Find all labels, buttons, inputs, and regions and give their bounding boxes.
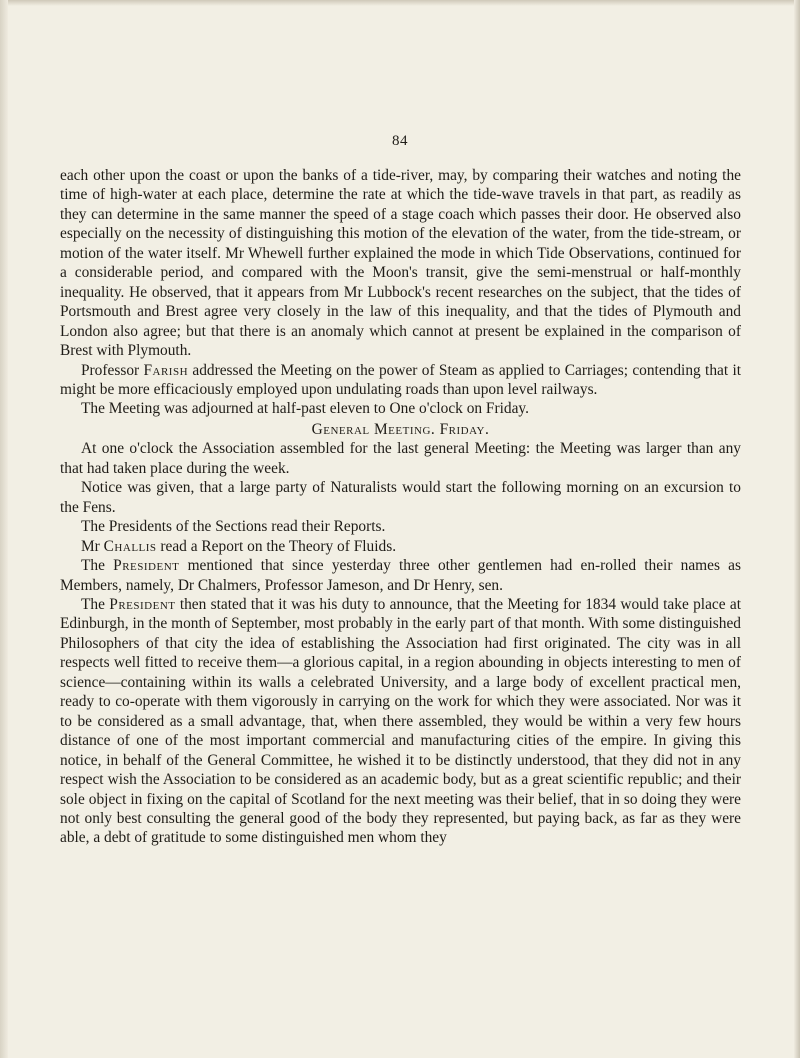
paragraph-text: read a Report on the Theory of Fluids. xyxy=(156,537,397,555)
small-caps-name: Farish xyxy=(143,361,189,379)
small-caps-name: President xyxy=(113,557,180,575)
page-right-edge xyxy=(794,0,800,1058)
body-text xyxy=(60,166,741,848)
paragraph xyxy=(60,595,741,848)
section-heading xyxy=(60,420,741,439)
paragraph-text: addressed the Meeting on the power of Steam as applied to Carriages; contending that it might be more efficaciously employed upon undulating roads than upon level railways. xyxy=(60,361,741,398)
small-caps-name: General Meeting. Friday. xyxy=(311,420,490,438)
page-number: 84 xyxy=(392,133,408,149)
paragraph-text: each other upon the coast or upon the banks of a tide-river, may, by comparing their watches and noting the time of high-water at each place, determine the rate at which the tide-wave travels in that part, as readily as they can determine in the same manner the speed of a stage coach which passes their door. He observed also especially on the necessity of distinguishing this motion of the elevation of the water, from the tide-stream, or motion of the water itself. Mr Whewell further explained the mode in which Tide Observations, continued for a considerable period, and compared with the Moon's transit, give the semi-menstrual or half-monthly inequality. He observed, that it appears from Mr Lubbock's recent researches on the subject, that the tides of Portsmouth and Brest agree very closely in the law of this inequality, and that the tides of Plymouth and London also agree; but that there is an anomaly which cannot at present be explained in the comparison of Brest with Plymouth. xyxy=(60,167,741,360)
page-left-edge xyxy=(0,0,8,1058)
paragraph xyxy=(60,399,741,418)
paragraph xyxy=(60,517,741,536)
paragraph-text: Notice was given, that a large party of Naturalists would start the following morning on an excursion to the Fens. xyxy=(60,479,741,516)
paragraph-text: The Meeting was adjourned at half-past eleven to One o'clock on Friday. xyxy=(81,400,529,418)
paragraph-text: The xyxy=(81,595,110,613)
paragraph-text: Mr xyxy=(81,537,104,555)
paragraph-text: Professor xyxy=(81,361,144,379)
paragraph xyxy=(60,478,741,517)
small-caps-name: President xyxy=(109,595,176,613)
paragraph-text: The Presidents of the Sections read their Reports. xyxy=(81,518,386,536)
paragraph xyxy=(60,361,741,400)
paragraph-text: The xyxy=(81,557,114,575)
paragraph xyxy=(60,439,741,478)
paragraph xyxy=(60,556,741,595)
small-caps-name: Challis xyxy=(103,537,157,555)
page-top-edge xyxy=(0,0,800,6)
paragraph xyxy=(60,166,741,361)
paragraph-text: mentioned that since yesterday three other gentlemen had en-rolled their names as Members, namely, Dr Chalmers, Professor Jameson, and Dr Henry, sen. xyxy=(60,557,741,594)
paragraph-text: then stated that it was his duty to announce, that the Meeting for 1834 would take place at Edinburgh, in the month of September, most probably in the early part of that month. With some distinguished Philosophers of that city the idea of establishing the Association had first originated. The city was in all respects well fitted to receive them—a glorious capital, in a region abounding in objects interesting to men of science—containing within its walls a celebrated University, and a large body of excellent practical men, ready to co-operate with them vigorously in carrying on the work for which they were associated. Nor was it to be considered as a small advantage, that, when there assembled, they would be within a very few hours distance of one of the most important commercial and manufacturing cities of the empire. In giving this notice, in behalf of the General Committee, he wished it to be distinctly understood, that they did not in any respect wish the Association to be considered as an academic body, but as a great scientific republic; and their sole object in fixing on the capital of Scotland for the next meeting was their belief, that in so doing they were not only best consulting the general good of the body they represented, but paying back, as far as they were able, a debt of gratitude to some distinguished men whom they xyxy=(60,595,741,847)
paragraph-text: At one o'clock the Association assembled for the last general Meeting: the Meeting was larger than any that had taken place during the week. xyxy=(60,440,741,477)
paragraph xyxy=(60,537,741,556)
